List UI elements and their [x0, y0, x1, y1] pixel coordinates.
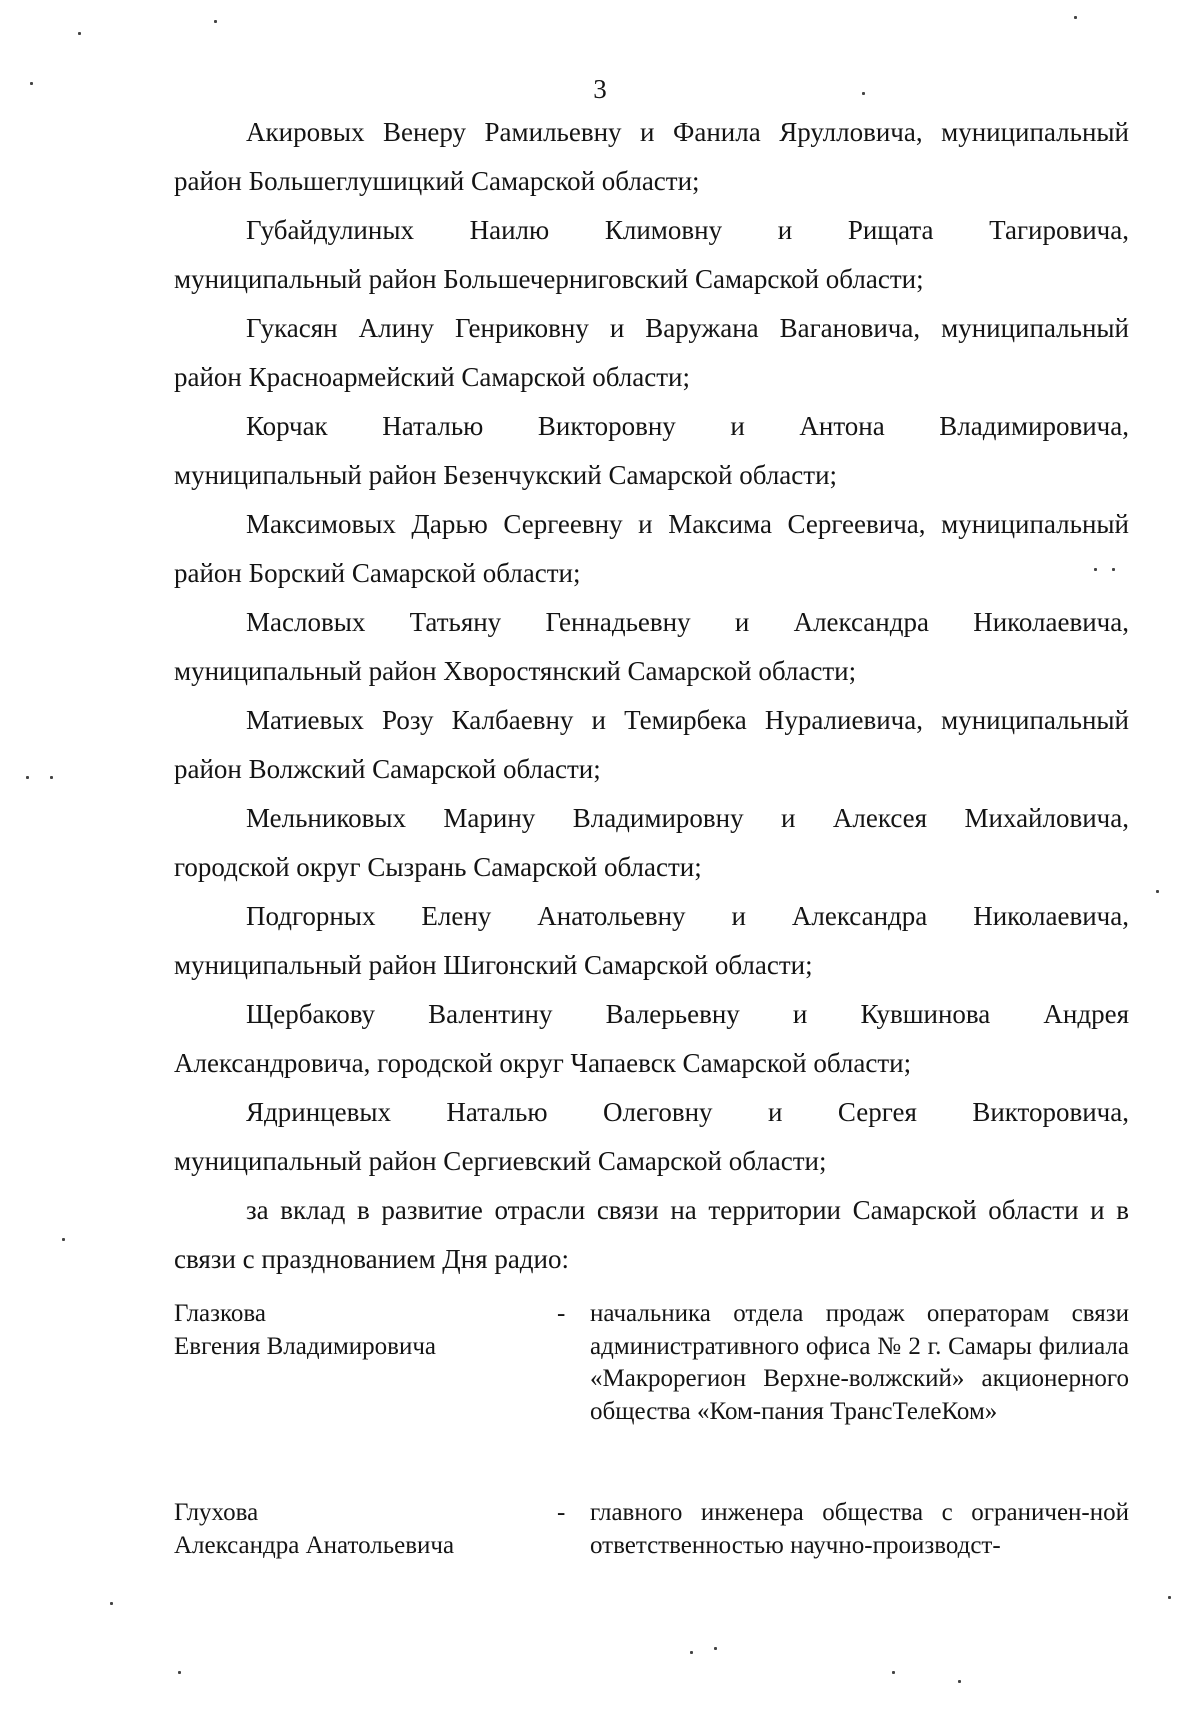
- paragraph-line: муниципальный район Хворостянский Самарской области;: [174, 656, 857, 686]
- person-surname: Глазкова: [174, 1300, 266, 1327]
- award-list-text: [174, 108, 1129, 1284]
- entry-dash: -: [557, 1499, 566, 1526]
- paragraph-line: Подгорных Елену Анатольевну и Александра Николаевича,: [246, 901, 1129, 931]
- paragraph-line: Максимовых Дарью Сергеевну и Максима Сергеевича, муниципальный: [246, 509, 1129, 539]
- paragraph-line: Ядринцевых Наталью Олеговну и Сергея Викторовича,: [246, 1097, 1129, 1127]
- paragraph-line: городской округ Сызрань Самарской области;: [174, 852, 702, 882]
- page-number: 3: [593, 74, 607, 104]
- person-position: главного инженера общества с ограничен-ной ответственностью научно-производст-: [590, 1499, 1129, 1559]
- person-name: [174, 1298, 557, 1428]
- paragraph-line: муниципальный район Шигонский Самарской области;: [174, 950, 813, 980]
- paragraph-line: Александровича, городской округ Чапаевск Самарской области;: [174, 1048, 912, 1078]
- paragraph-line: связи с празднованием Дня радио:: [174, 1244, 569, 1274]
- paragraph-line: муниципальный район Большечерниговский Самарской области;: [174, 264, 924, 294]
- person-entry: [174, 1298, 1129, 1428]
- person-given-name: Александра Анатольевича: [174, 1531, 455, 1559]
- paragraph-line: район Волжский Самарской области;: [174, 754, 601, 784]
- entry-dash: -: [557, 1300, 566, 1327]
- paragraph-line: район Красноармейский Самарской области;: [174, 362, 690, 392]
- person-given-name: Евгения Владимировича: [174, 1332, 436, 1360]
- person-entry: [174, 1497, 1129, 1562]
- paragraph-line: Акировых Венеру Рамильевну и Фанила Ярулловича, муниципальный: [246, 117, 1129, 147]
- paragraph-line: Мельниковых Марину Владимировну и Алексея Михайловича,: [246, 803, 1129, 833]
- paragraph-line: Корчак Наталью Викторовну и Антона Владимировича,: [246, 411, 1129, 441]
- person-position: начальника отдела продаж операторам связи административного офиса № 2 г. Самары филиала «Макрорегион Верхне-волжский» акционерного общества «Ком-пания ТрансТелеКом»: [590, 1300, 1129, 1425]
- paragraph-line: Гукасян Алину Генриковну и Варужана Вагановича, муниципальный: [246, 313, 1129, 343]
- paragraph-line: муниципальный район Безенчукский Самарской области;: [174, 460, 838, 490]
- paragraph-line: Масловых Татьяну Геннадьевну и Александра Николаевича,: [246, 607, 1129, 637]
- person-name: [174, 1497, 557, 1562]
- paragraph-line: район Большеглушицкий Самарской области;: [174, 166, 700, 196]
- paragraph-line: район Борский Самарской области;: [174, 558, 581, 588]
- paragraph-line: муниципальный район Сергиевский Самарской области;: [174, 1146, 827, 1176]
- paragraph-line: за вклад в развитие отрасли связи на территории Самарской области и в: [246, 1195, 1129, 1225]
- person-surname: Глухова: [174, 1499, 259, 1526]
- paragraph-line: Губайдулиных Наилю Климовну и Рищата Тагировича,: [246, 215, 1129, 245]
- paragraph-line: Матиевых Розу Калбаевну и Темирбека Нуралиевича, муниципальный: [246, 705, 1129, 735]
- paragraph-line: Щербакову Валентину Валерьевну и Кувшинова Андрея: [246, 999, 1129, 1029]
